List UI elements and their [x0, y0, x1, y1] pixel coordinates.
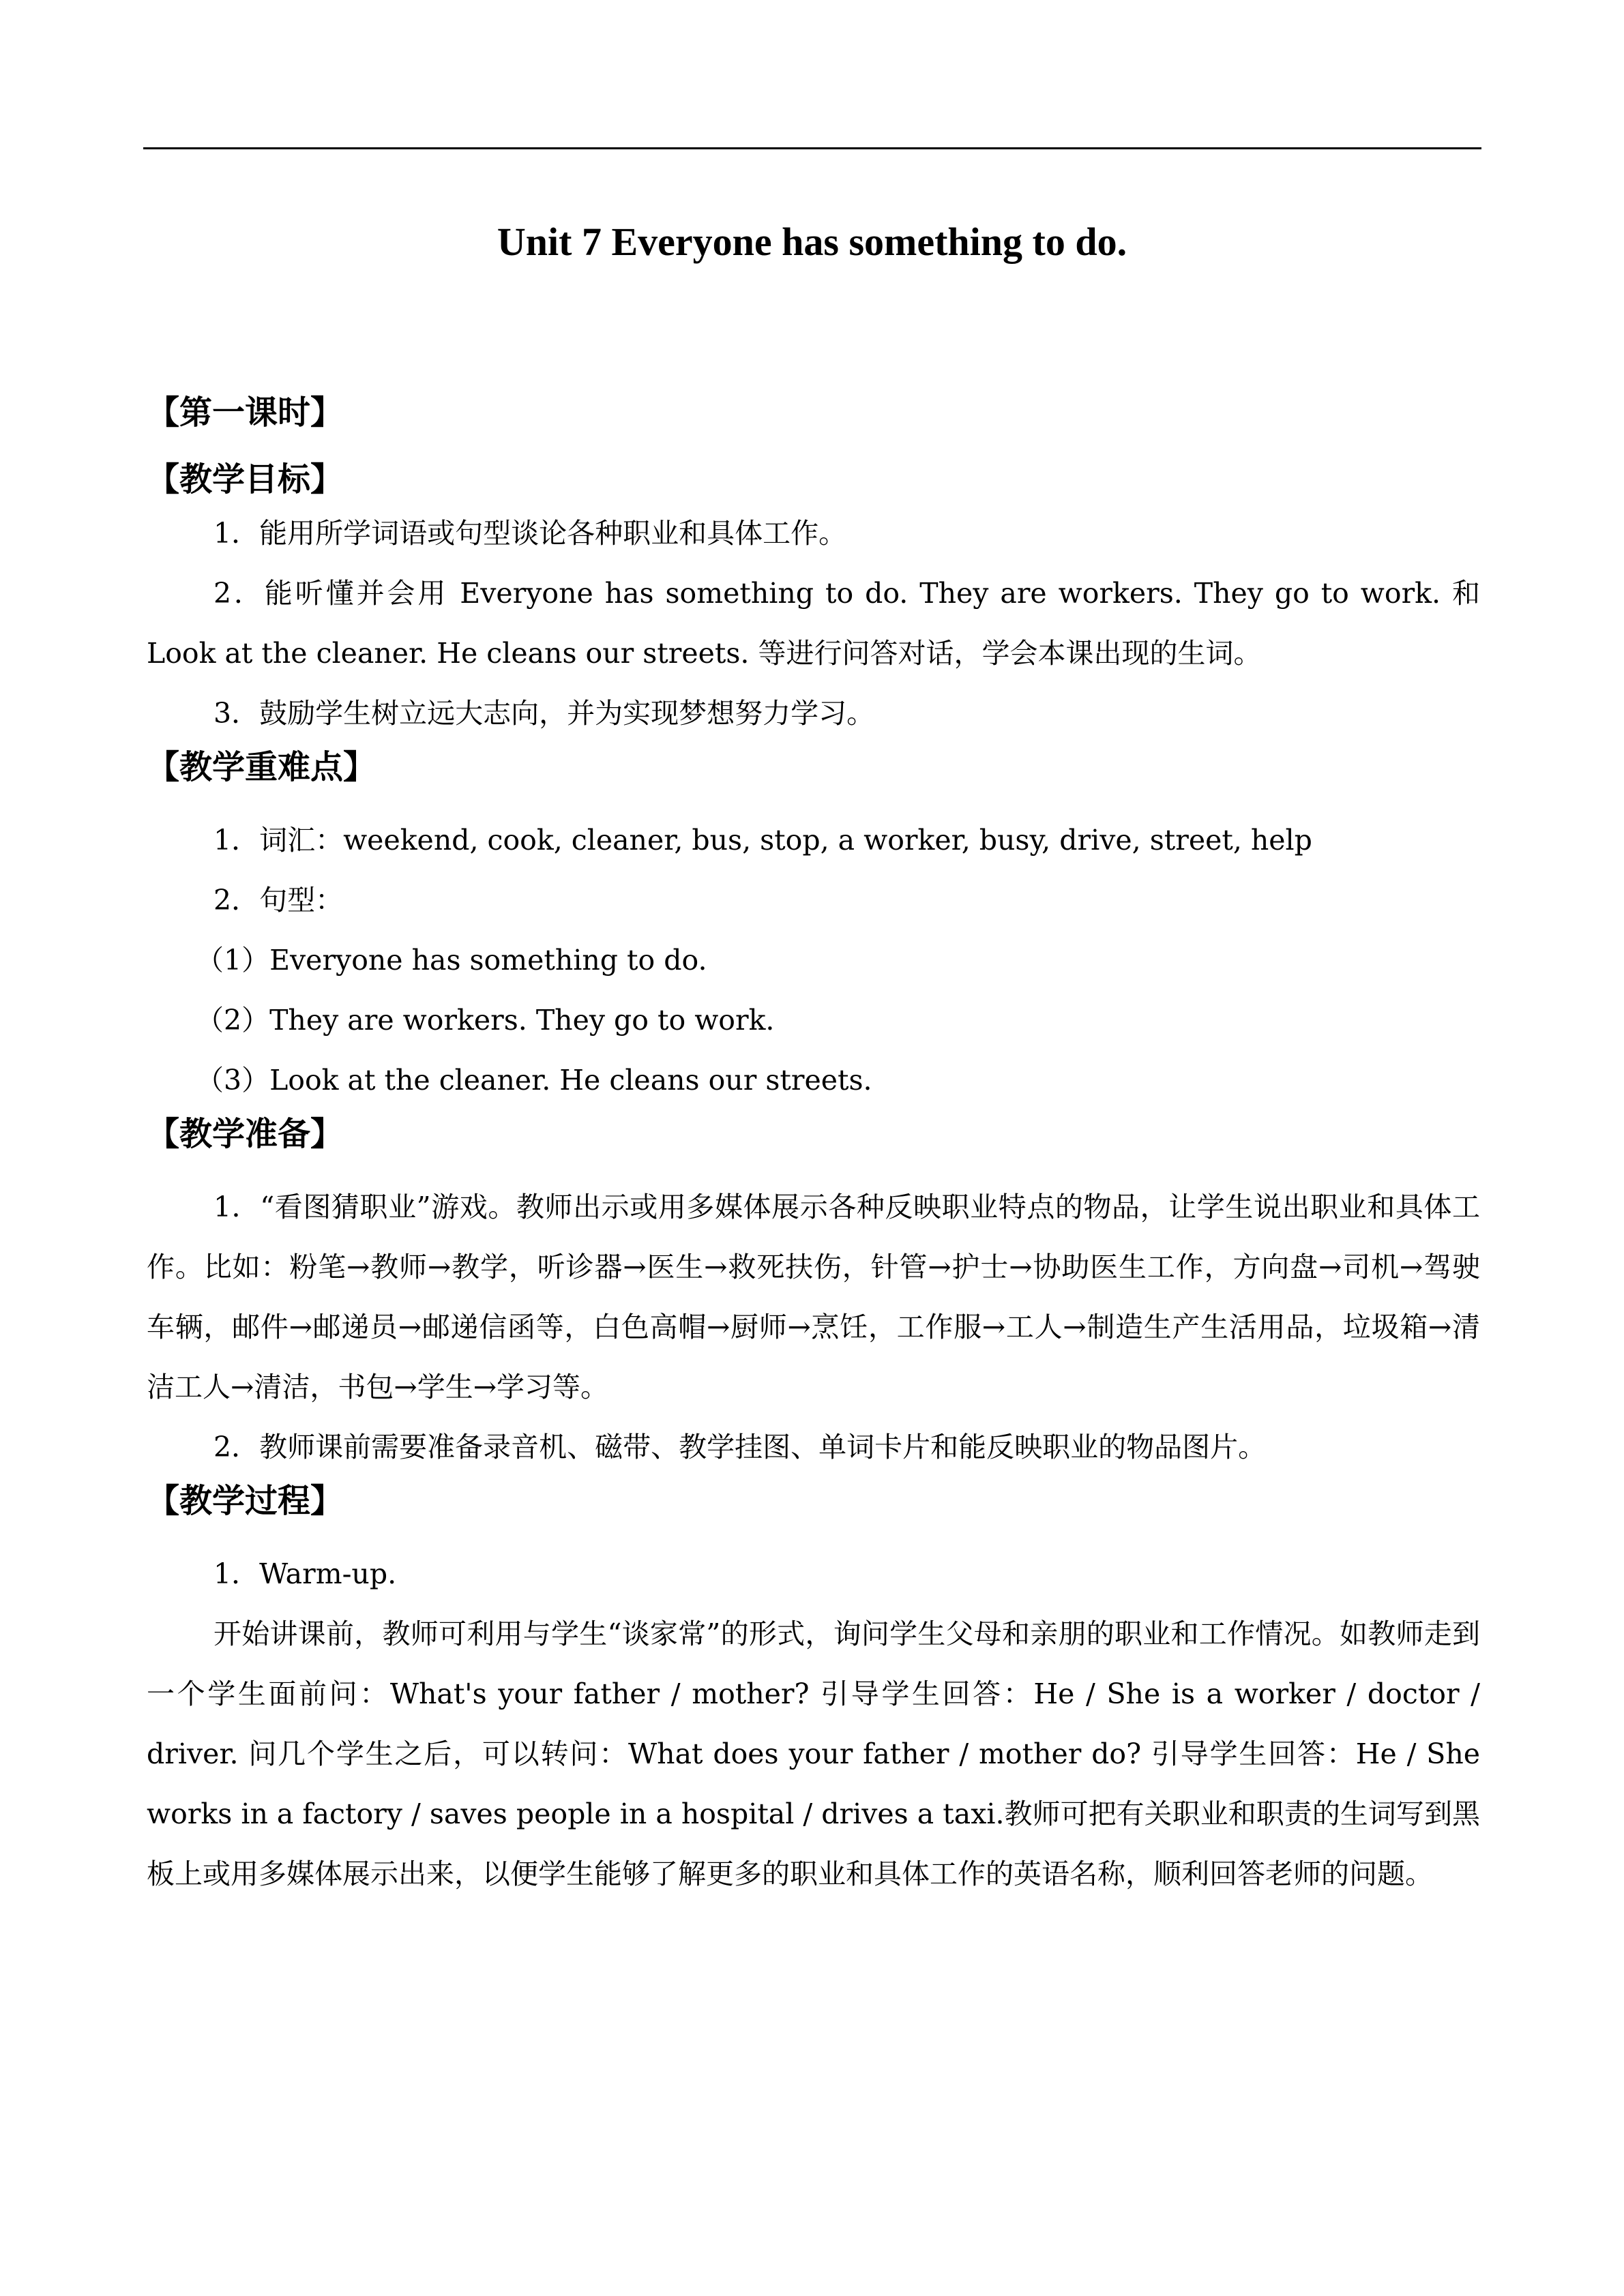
preparation-heading: 【教学准备】 [147, 1115, 344, 1153]
patterns-label: 2．句型： [213, 884, 344, 916]
preparation-item: 2．教师课前需要准备录音机、磁带、教学挂图、单词卡片和能反映职业的物品图片。 [213, 1431, 1267, 1463]
pattern-item [147, 990, 1480, 1050]
process-step: 1．Warm-up. [213, 1557, 397, 1590]
pattern-text: （1）Everyone has something to do. [196, 944, 707, 976]
vocab-item: 1．词汇：weekend, cook, cleaner, bus, stop, a worker, busy, drive, street, help [213, 824, 1312, 856]
objective-item: 1．能用所学词语或句型谈论各种职业和具体工作。 [213, 517, 847, 550]
document-title: Unit 7 Everyone has something to do. [497, 220, 1127, 264]
pattern-item [147, 1050, 1480, 1110]
objective-item: 3．鼓励学生树立远大志向，并为实现梦想努力学习。 [213, 697, 875, 730]
header-rule [143, 147, 1481, 149]
objective-item: 2．能听懂并会用 Everyone has something to do. They are workers. They go to work. 和 Look at the cleaner. He cleans our streets. 等进行问答对话，学会本课出现的生词。 [147, 577, 1480, 670]
lesson-label: 【第一课时】 [147, 393, 344, 432]
objectives-heading: 【教学目标】 [147, 460, 344, 498]
process-heading: 【教学过程】 [147, 1482, 344, 1520]
pattern-item [147, 930, 1480, 990]
preparation-item: 1．“看图猜职业”游戏。教师出示或用多媒体展示各种反映职业特点的物品，让学生说出职业和具体工作。比如：粉笔→教师→教学，听诊器→医生→救死扶伤，针管→护士→协助医生工作，方向盘→司机→驾驶车辆，邮件→邮递员→邮递信函等，白色高帽→厨师→烹饪，工作服→工人→制造生产生活用品，垃圾箱→清洁工人→清洁，书包→学生→学习等。 [147, 1191, 1480, 1403]
pattern-text: （3）Look at the cleaner. He cleans our streets. [196, 1064, 872, 1097]
pattern-text: （2）They are workers. They go to work. [196, 1004, 775, 1037]
key-points-heading: 【教学重难点】 [147, 748, 377, 786]
process-body: 开始讲课前，教师可利用与学生“谈家常”的形式，询问学生父母和亲朋的职业和工作情况。如教师走到一个学生面前问：What's your father / mother? 引导学生回答：He / She is a worker / doctor / driver. 问几个学生之后，可以转问：What does your father / mother do? 引导学生回答：He / She works in a factory / saves people in a hospital / drives a taxi.教师可把有关职业和职责的生词写到黑板上或用多媒体展示出来，以便学生能够了解更多的职业和具体工作的英语名称，顺利回答老师的问题。 [147, 1617, 1480, 1890]
document-body [147, 389, 1480, 1904]
